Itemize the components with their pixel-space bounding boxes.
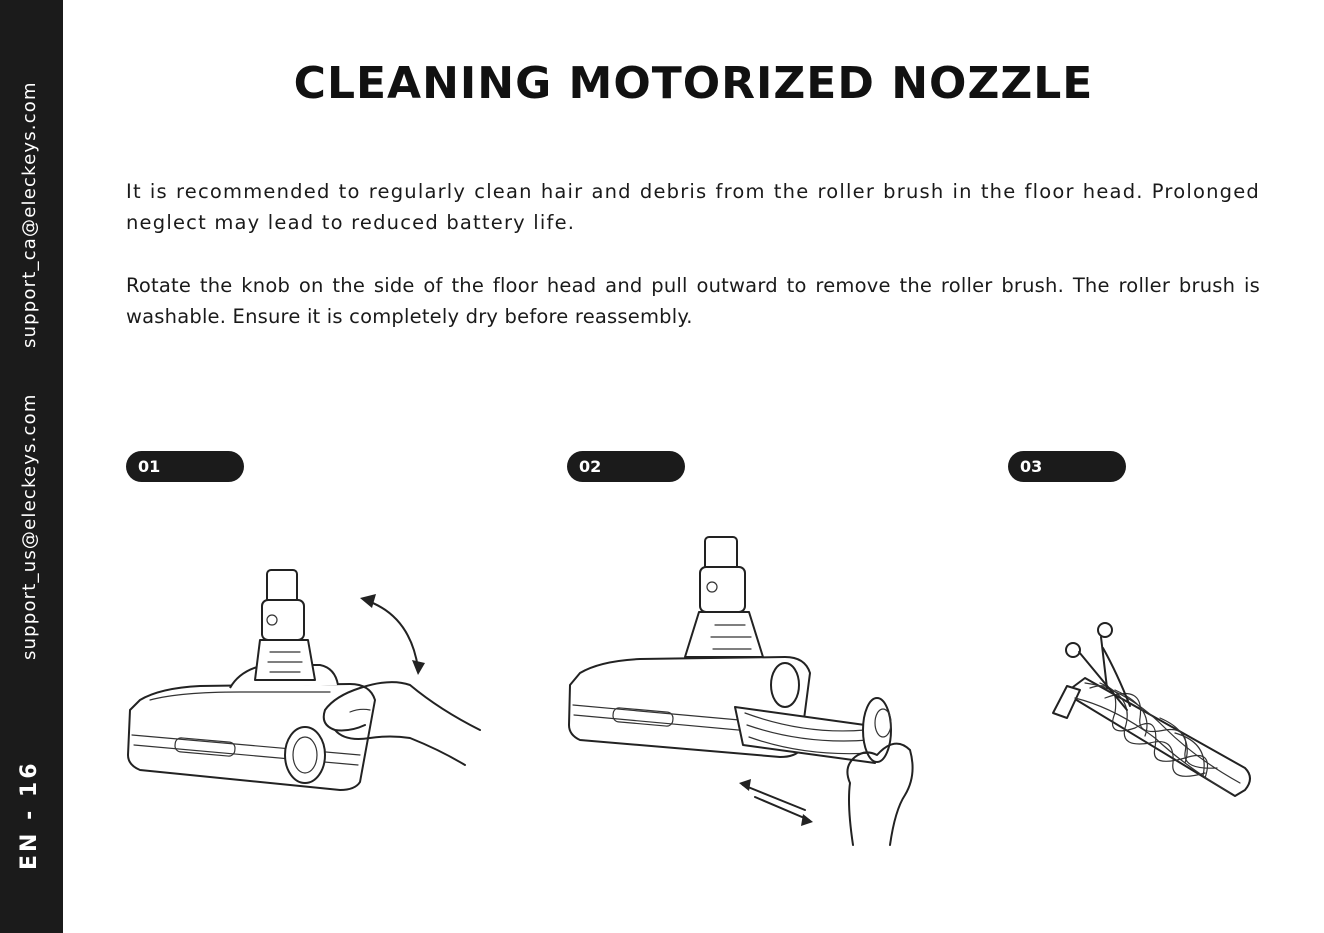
pull-roller-illustration: [565, 535, 925, 845]
support-email-ca: support_ca@eleckeys.com: [19, 81, 40, 348]
sidebar: [0, 0, 63, 933]
rotate-knob-illustration: [120, 560, 490, 800]
step-badge-2: 02: [567, 451, 685, 482]
paragraph-removal: Rotate the knob on the side of the floor head and pull outward to remove the roller brush. The roller brush is washable. Ensure it is completely dry before reassembly.: [126, 274, 1260, 328]
paragraph-maintenance: It is recommended to regularly clean hair and debris from the roller brush in the floor head. Prolonged neglect may lead to reduced battery life.: [126, 180, 1260, 234]
cut-hair-illustration: [1045, 618, 1255, 803]
step-badge-3: 03: [1008, 451, 1126, 482]
support-email-us: support_us@eleckeys.com: [19, 393, 40, 660]
page-title: CLEANING MOTORIZED NOZZLE: [293, 58, 1094, 109]
page-number: EN - 16: [17, 760, 42, 870]
step-badge-1: 01: [126, 451, 244, 482]
